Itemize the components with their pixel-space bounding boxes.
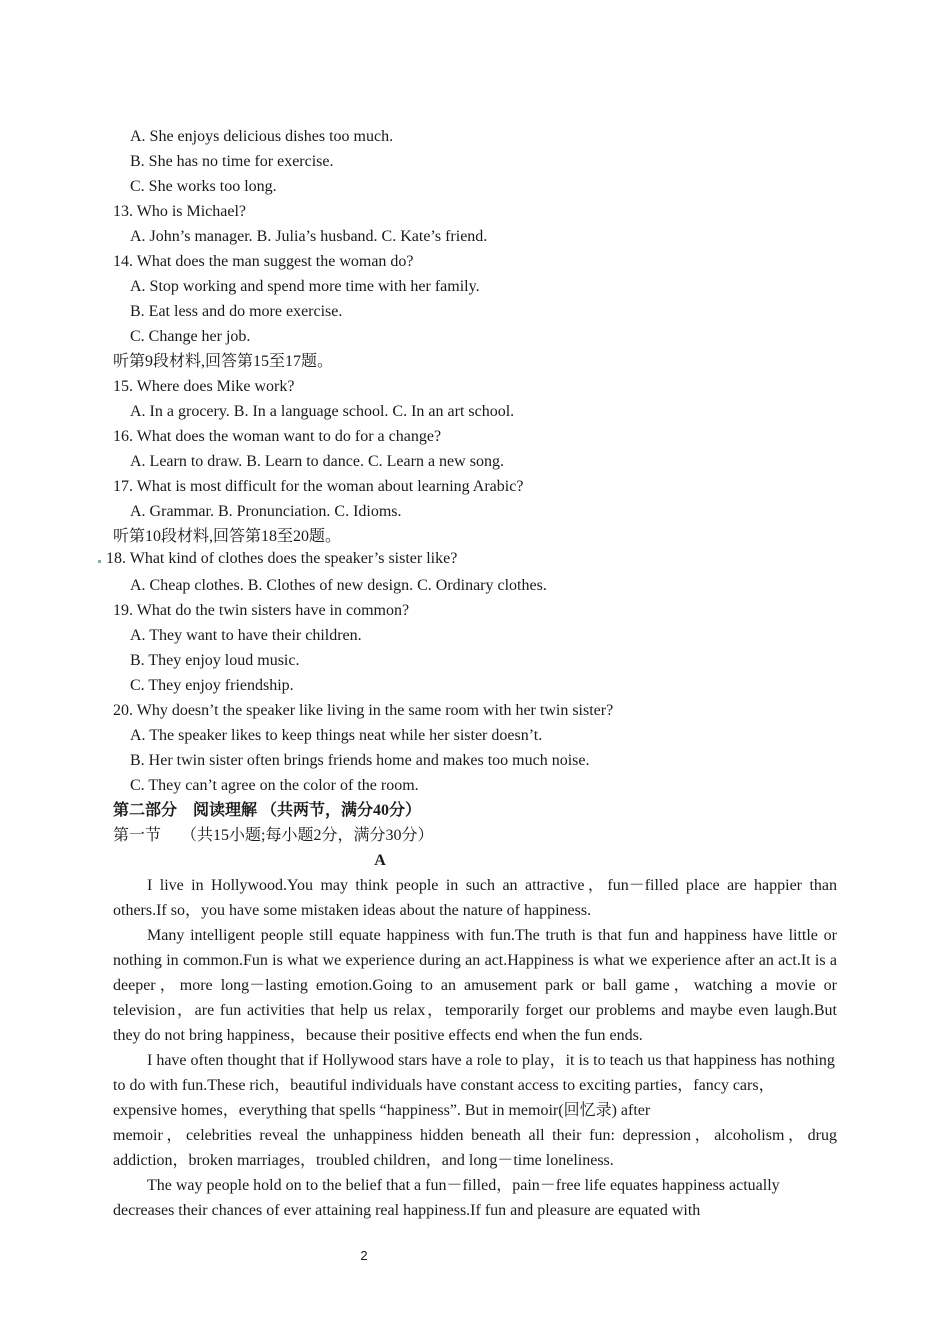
- section-instruction-10: 听第10段材料,回答第18至20题。: [113, 528, 342, 545]
- passage-paragraph-1: I live in Hollywood.You may think people in such an attractive，fun－filled place are happier than others.If so，you have some mistaken ideas about the nature of happiness.: [113, 877, 837, 919]
- q12-option-c: C. She works too long.: [130, 178, 277, 195]
- q20-option-b: B. Her twin sister often brings friends home and makes too much noise.: [130, 752, 590, 769]
- q12-option-a: A. She enjoys delicious dishes too much.: [130, 128, 394, 145]
- question-17: 17. What is most difficult for the woman about learning Arabic?: [113, 478, 524, 495]
- section-one-heading: 第一节 （共15小题;每小题2分，满分30分）: [113, 827, 434, 844]
- q13-options: A. John’s manager. B. Julia’s husband. C. Kate’s friend.: [130, 228, 488, 245]
- question-13: 13. Who is Michael?: [113, 203, 247, 220]
- question-14: 14. What does the man suggest the woman do?: [113, 253, 414, 270]
- question-15: 15. Where does Mike work?: [113, 378, 295, 395]
- q15-options: A. In a grocery. B. In a language school. C. In an art school.: [130, 403, 515, 420]
- q19-option-a: A. They want to have their children.: [130, 627, 362, 644]
- q14-option-c: C. Change her job.: [130, 328, 251, 345]
- passage-paragraph-3-continued: memoir，celebrities reveal the unhappiness hidden beneath all their fun: depression，alcoholism，drug addiction，broken marriages，troubled children，and long－time loneliness.: [113, 1127, 837, 1169]
- question-16: 16. What does the woman want to do for a change?: [113, 428, 442, 445]
- question-18: 18. What kind of clothes does the speaker’s sister like?: [106, 550, 458, 567]
- passage-paragraph-4: The way people hold on to the belief that a fun－filled，pain－free life equates happiness actually decreases their chances of ever attaining real happiness.If fun and pleasure are equated with: [113, 1177, 780, 1219]
- q19-option-c: C. They enjoy friendship.: [130, 677, 294, 694]
- passage-paragraph-2: Many intelligent people still equate happiness with fun.The truth is that fun and happiness have little or nothing in common.Fun is what we experience during an act.Happiness is what we experience after an act.It is a deeper，more long－lasting emotion.Going to an amusement park or ball game，watching a movie or television，are fun activities that help us relax，temporarily forget our problems and maybe even laugh.But they do not bring happiness，because their positive effects end when the fun ends.: [113, 927, 837, 1044]
- q12-option-b: B. She has no time for exercise.: [130, 153, 334, 170]
- question-20: 20. Why doesn’t the speaker like living in the same room with her twin sister?: [113, 702, 614, 719]
- q19-option-b: B. They enjoy loud music.: [130, 652, 300, 669]
- q20-option-c: C. They can’t agree on the color of the room.: [130, 777, 419, 794]
- q18-options: A. Cheap clothes. B. Clothes of new design. C. Ordinary clothes.: [130, 577, 547, 594]
- q20-option-a: A. The speaker likes to keep things neat while her sister doesn’t.: [130, 727, 543, 744]
- stray-dot-mark: [98, 560, 101, 563]
- q17-options: A. Grammar. B. Pronunciation. C. Idioms.: [130, 503, 402, 520]
- q14-option-a: A. Stop working and spend more time with her family.: [130, 278, 480, 295]
- q16-options: A. Learn to draw. B. Learn to dance. C. Learn a new song.: [130, 453, 504, 470]
- q14-option-b: B. Eat less and do more exercise.: [130, 303, 343, 320]
- page-number: 2: [360, 1248, 368, 1263]
- question-19: 19. What do the twin sisters have in common?: [113, 602, 410, 619]
- section-instruction-9: 听第9段材料,回答第15至17题。: [113, 353, 334, 370]
- part-two-heading: 第二部分 阅读理解 （共两节，满分40分）: [113, 802, 422, 819]
- passage-label: A: [374, 852, 386, 869]
- passage-paragraph-3: I have often thought that if Hollywood stars have a role to play，it is to teach us that happiness has nothing to do with fun.These rich，beautiful individuals have constant access to exciting parties，fancy cars，expensive homes，everything that spells “happiness”. But in memoir(回忆录) after: [113, 1052, 835, 1119]
